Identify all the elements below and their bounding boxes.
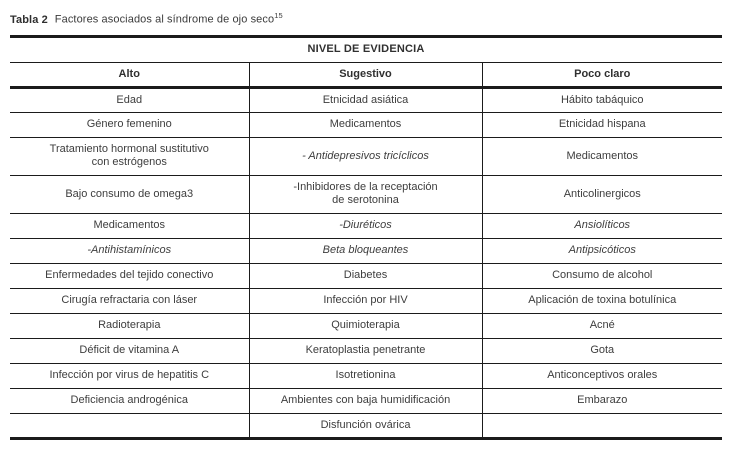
- table-cell: Beta bloqueantes: [249, 238, 482, 263]
- table-cell: Déficit de vitamina A: [10, 338, 249, 363]
- column-header-alto: Alto: [10, 62, 249, 87]
- table-body: [10, 87, 722, 438]
- table-cell: Edad: [10, 87, 249, 112]
- table-cell: Ambientes con baja humidificación: [249, 388, 482, 413]
- table-cell: Anticolinergicos: [482, 175, 722, 213]
- evidence-level-header: NIVEL DE EVIDENCIA: [10, 36, 722, 62]
- table-cell: Consumo de alcohol: [482, 263, 722, 288]
- table-cell: Deficiencia androgénica: [10, 388, 249, 413]
- table-cell: Infección por HIV: [249, 288, 482, 313]
- table-cell: Anticonceptivos orales: [482, 363, 722, 388]
- table-cell: Keratoplastia penetrante: [249, 338, 482, 363]
- table-cell: Ansiolíticos: [482, 213, 722, 238]
- table-row: [10, 137, 722, 175]
- table-cell: Etnicidad hispana: [482, 112, 722, 137]
- table-cell: -Inhibidores de la receptación de serotonina: [249, 175, 482, 213]
- table-row: [10, 313, 722, 338]
- table-row: [10, 175, 722, 213]
- table-cell: Enfermedades del tejido conectivo: [10, 263, 249, 288]
- column-header-row: [10, 62, 722, 87]
- table-cell: Diabetes: [249, 263, 482, 288]
- evidence-table: [10, 35, 722, 440]
- table-cell: Bajo consumo de omega3: [10, 175, 249, 213]
- table-row: [10, 388, 722, 413]
- table-caption-label: Tabla 2: [10, 13, 48, 26]
- table-cell: Medicamentos: [249, 112, 482, 137]
- table-cell: Tratamiento hormonal sustitutivo con estrógenos: [10, 137, 249, 175]
- table-row: [10, 413, 722, 438]
- table-cell: Infección por virus de hepatitis C: [10, 363, 249, 388]
- table-row: [10, 263, 722, 288]
- table-cell: Gota: [482, 338, 722, 363]
- table-cell: -Diuréticos: [249, 213, 482, 238]
- table-caption: [10, 11, 722, 26]
- table-caption-text: Factores asociados al síndrome de ojo seco: [54, 13, 275, 26]
- table-cell: Acné: [482, 313, 722, 338]
- table-row: [10, 288, 722, 313]
- table-cell: Etnicidad asiática: [249, 87, 482, 112]
- table-row: [10, 87, 722, 112]
- table-cell: Medicamentos: [482, 137, 722, 175]
- table-row: [10, 112, 722, 137]
- table-cell: Isotretionina: [249, 363, 482, 388]
- table-cell: [10, 413, 249, 438]
- table-cell: Antipsicóticos: [482, 238, 722, 263]
- table-cell: Quimioterapia: [249, 313, 482, 338]
- table-row: [10, 363, 722, 388]
- table-cell: - Antidepresivos tricíclicos: [249, 137, 482, 175]
- table-caption-reference: 15: [274, 11, 283, 20]
- table-row: [10, 338, 722, 363]
- table-cell: Medicamentos: [10, 213, 249, 238]
- table-cell: Género femenino: [10, 112, 249, 137]
- table-cell: [482, 413, 722, 438]
- table-cell: Aplicación de toxina botulínica: [482, 288, 722, 313]
- table-cell: Disfunción ovárica: [249, 413, 482, 438]
- table-cell: -Antihistamínicos: [10, 238, 249, 263]
- evidence-header-row: [10, 36, 722, 62]
- table-cell: Radioterapia: [10, 313, 249, 338]
- column-header-poco-claro: Poco claro: [482, 62, 722, 87]
- column-header-sugestivo: Sugestivo: [249, 62, 482, 87]
- table-row: [10, 213, 722, 238]
- table-cell: Hábito tabáquico: [482, 87, 722, 112]
- table-cell: Cirugía refractaria con láser: [10, 288, 249, 313]
- table-row: [10, 238, 722, 263]
- table-cell: Embarazo: [482, 388, 722, 413]
